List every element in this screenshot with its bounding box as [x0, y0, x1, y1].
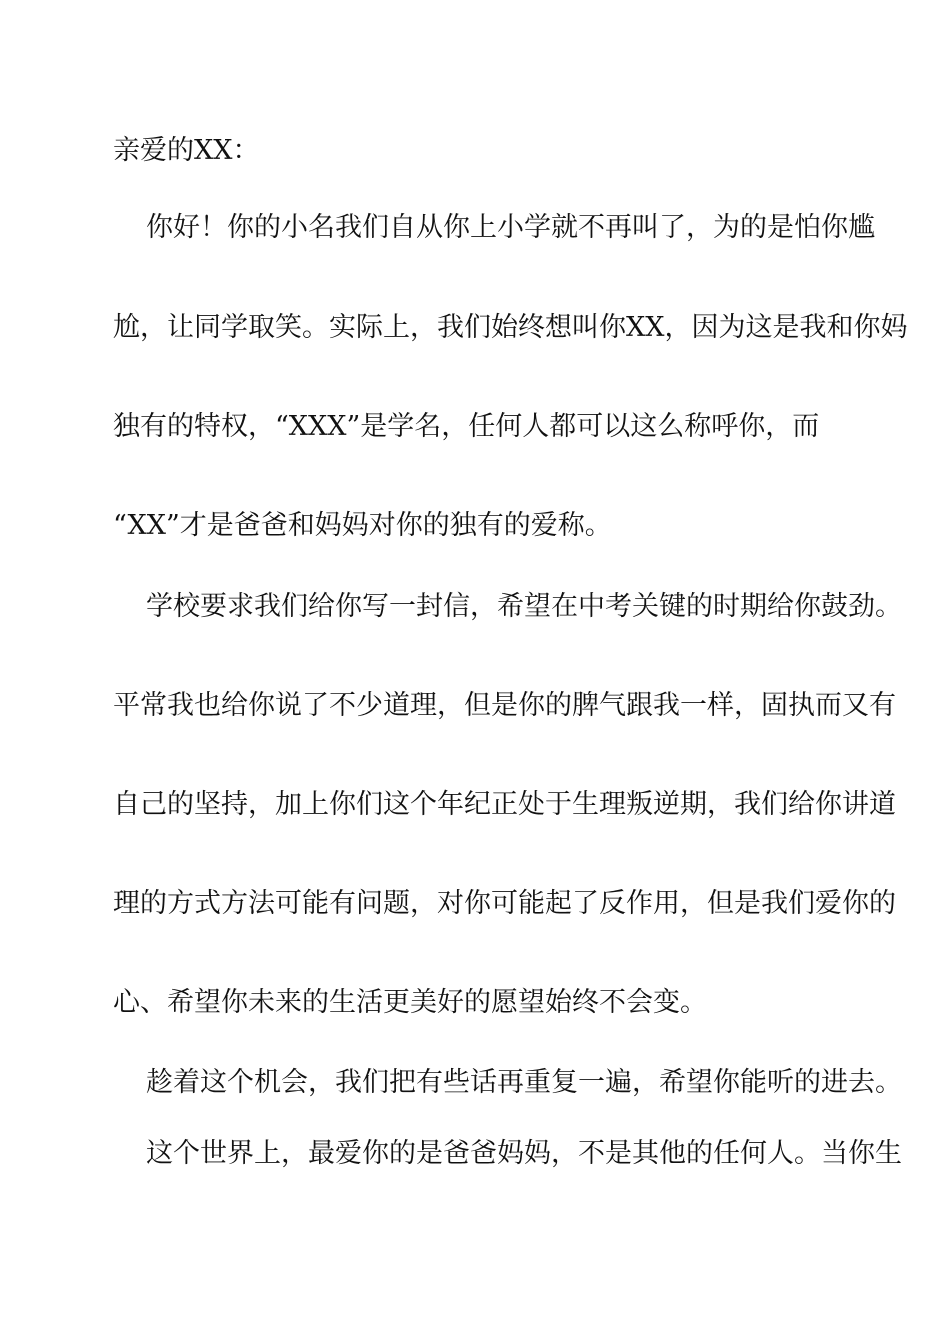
paragraph-line: 理的方式方法可能有问题，对你可能起了反作用，但是我们爱你的: [113, 888, 896, 919]
paragraph-line: 学校要求我们给你写一封信，希望在中考关键的时期给你鼓劲。: [146, 591, 902, 622]
paragraph-line: 趁着这个机会，我们把有些话再重复一遍，希望你能听的进去。: [146, 1067, 902, 1098]
paragraph-line: 你好！你的小名我们自从你上小学就不再叫了，为的是怕你尴: [146, 212, 875, 243]
paragraph-line: 平常我也给你说了不少道理，但是你的脾气跟我一样，固执而又有: [113, 690, 896, 721]
paragraph-line: 尬，让同学取笑。实际上，我们始终想叫你XX，因为这是我和你妈: [113, 312, 908, 343]
paragraph-line: 这个世界上，最爱你的是爸爸妈妈，不是其他的任何人。当你生: [146, 1138, 902, 1169]
salutation: 亲爱的XX：: [113, 135, 260, 166]
paragraph-line: 独有的特权，“XXX”是学名，任何人都可以这么称呼你，而: [113, 411, 820, 442]
paragraph-line: 心、希望你未来的生活更美好的愿望始终不会变。: [113, 987, 707, 1018]
paragraph-line: “XX”才是爸爸和妈妈对你的独有的爱称。: [113, 510, 612, 541]
paragraph-line: 自己的坚持，加上你们这个年纪正处于生理叛逆期，我们给你讲道: [113, 789, 896, 820]
